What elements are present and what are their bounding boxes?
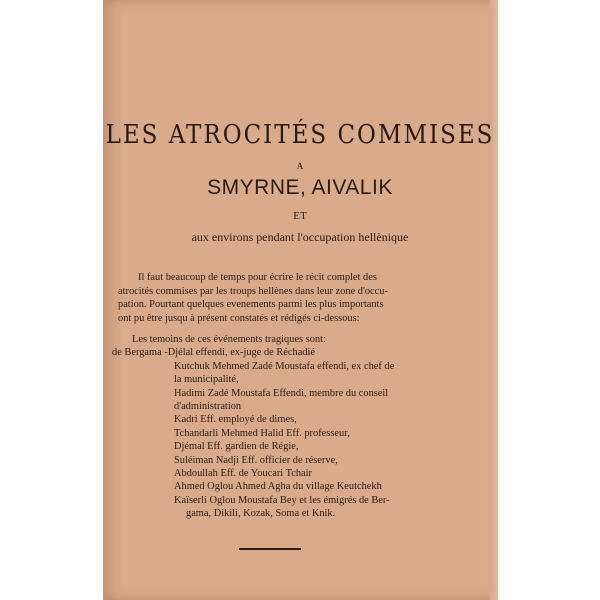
witness-line: Kaïserli Oglou Moustafa Bey et les émigrés de Ber- <box>174 494 390 506</box>
intro-line: pation. Pourtant quelques evenements parmi les plus importants <box>118 299 384 310</box>
witness-list <box>112 333 442 521</box>
witness-line: de Bergama -Djélal effendi, ex-juge de Réchadié <box>112 347 316 359</box>
witness-line: d'administration <box>174 401 242 413</box>
witness-line: Kutchuk Mehmed Zadé Moustafa effendi, ex chef de <box>174 360 395 372</box>
page-edge <box>490 0 498 600</box>
title-cities: SMYRNE, AIVALIK <box>207 176 393 199</box>
title-connector-a: A <box>296 161 304 171</box>
witness-line: gama, Dikili, Kozak, Soma et Knik. <box>186 508 336 520</box>
witness-line: la municipalité, <box>174 374 239 386</box>
closing-rule <box>239 548 301 550</box>
page-title: LES ATROCITÉS COMMISES <box>105 120 495 150</box>
witness-line: Ahmed Oglou Ahmed Agha du village Keutchekh <box>174 481 382 493</box>
witness-line: Djémal Eff. gardien de Régie, <box>174 441 299 453</box>
witness-intro: Les temoins de ces événements tragiques sont: <box>132 334 326 345</box>
intro-line: ont pu être jusqu à présent constatés et rédigés ci-dessous: <box>118 312 360 324</box>
witness-line: Abdoullah Eff. de Youcari Tchair <box>174 468 312 480</box>
intro-line: atrocités commises par les troups hellènes dans leur zone d'occu- <box>118 285 388 297</box>
witness-line: Kadri Eff. employé de dimes, <box>174 414 297 426</box>
witness-line: Hadimi Zadé Moustafa Effendi, membre du conseil <box>174 387 389 399</box>
witness-line: Suléiman Nadji Eff. officier de réserve, <box>174 454 338 466</box>
title-connector-et: ET <box>293 210 307 222</box>
intro-line: Il faut beaucoup de temps pour écrire le récit complet des <box>138 272 377 283</box>
intro-paragraph <box>118 271 428 325</box>
page-subtitle: aux environs pendant l'occupation hellènique <box>191 230 409 244</box>
witness-line: Tchandarli Mehmed Halid Eff. professeur, <box>174 427 350 439</box>
